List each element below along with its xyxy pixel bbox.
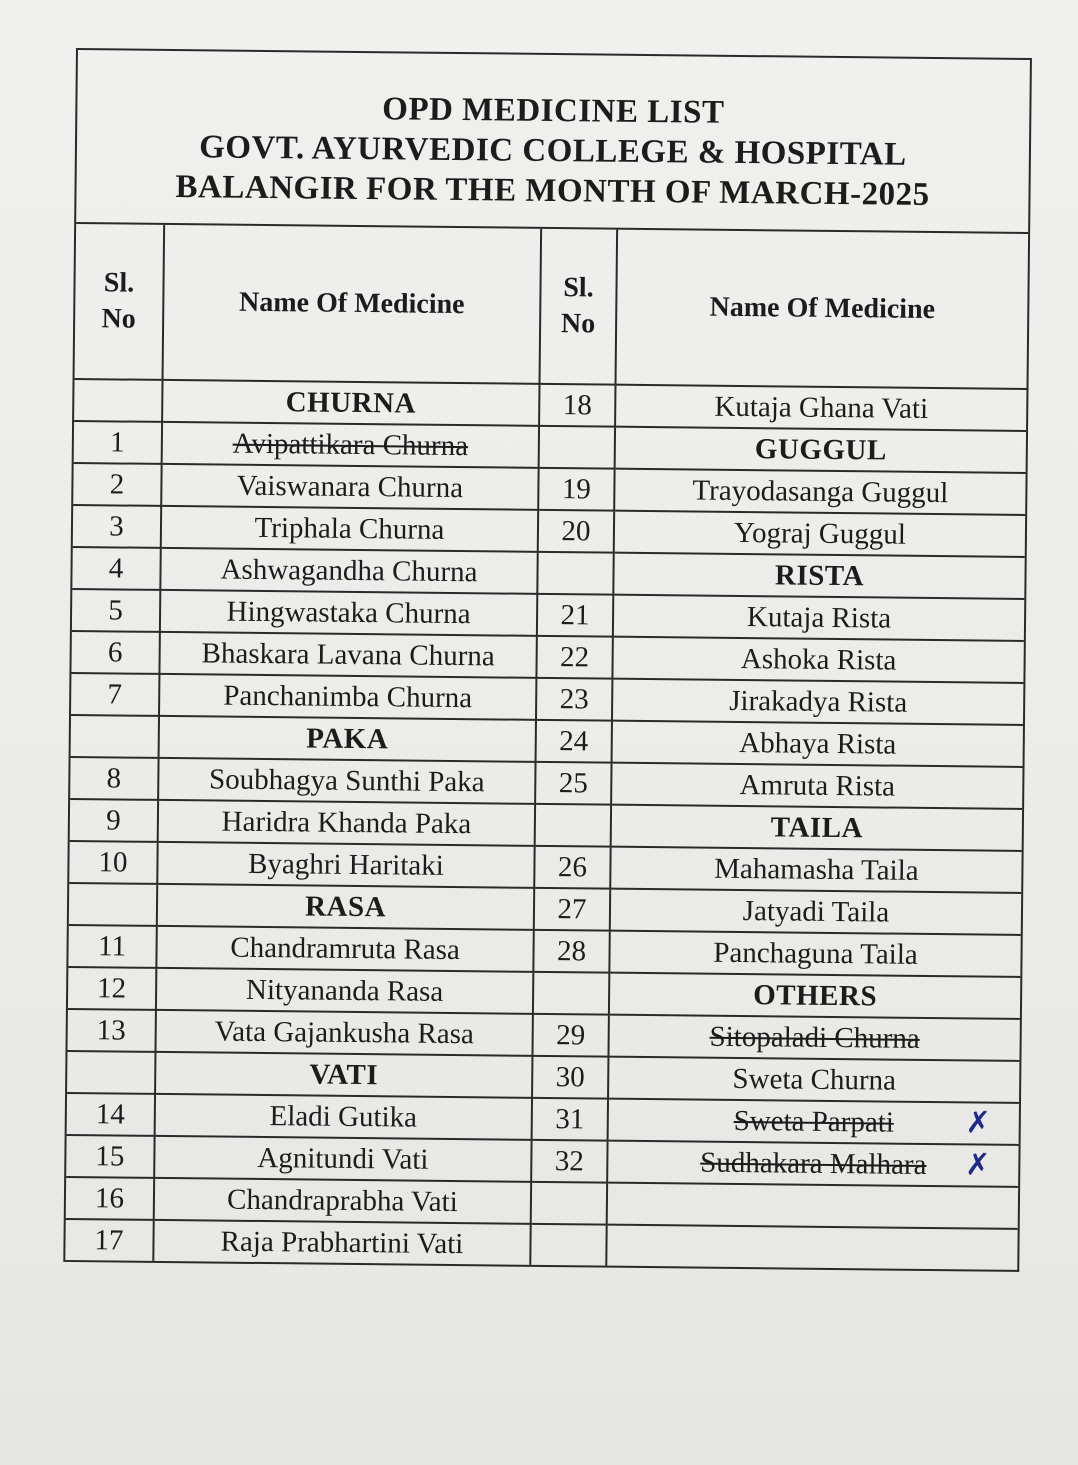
cell-text: GUGGUL <box>754 432 887 467</box>
right-sl-no <box>534 846 610 889</box>
section-heading <box>159 716 536 762</box>
left-medicine-name <box>161 464 538 510</box>
right-sl-no <box>532 1014 608 1057</box>
cell-text: 22 <box>559 640 590 673</box>
right-sl-no <box>531 1140 607 1183</box>
left-medicine-name <box>154 1136 531 1182</box>
left-medicine-name <box>159 674 536 720</box>
cell-text: Bhaskara Lavana Churna <box>201 636 495 672</box>
cell-text: Jatyadi Taila <box>742 894 890 929</box>
section-heading <box>615 427 1026 473</box>
cell-text: Raja Prabhartini Vati <box>220 1225 464 1260</box>
header-institution: GOVT. AYURVEDIC COLLEGE & HOSPITAL <box>199 129 907 173</box>
cell-text: Mahamasha Taila <box>714 852 919 887</box>
struck-medicine-text: Sitopaladi Churna <box>709 1020 920 1055</box>
cell-text: RASA <box>304 889 387 923</box>
cell-text: 29 <box>556 1018 586 1051</box>
right-medicine-name <box>606 1225 1017 1270</box>
left-sl-no <box>74 421 162 464</box>
cell-text: OTHERS <box>753 978 878 1012</box>
document-header <box>76 50 1030 234</box>
cell-text: 7 <box>107 677 123 711</box>
section-heading <box>609 973 1020 1019</box>
right-sl-no <box>533 930 609 973</box>
cell-text: 2 <box>109 467 125 501</box>
left-medicine-name <box>156 968 533 1014</box>
cell-text: 25 <box>558 766 588 799</box>
left-medicine-name <box>161 506 538 552</box>
cell-text: TAILA <box>770 810 864 844</box>
column-header-name-left: Name Of Medicine <box>163 225 542 384</box>
cell-text: Byaghri Haritaki <box>247 847 444 882</box>
left-medicine-name <box>156 926 533 972</box>
left-medicine-name <box>159 632 536 678</box>
left-sl-no <box>69 841 157 884</box>
right-medicine-name <box>608 1057 1019 1103</box>
cell-text: Vaiswanara Churna <box>236 469 464 504</box>
cell-text: Agnitundi Vati <box>257 1141 429 1176</box>
left-medicine-name <box>160 548 537 594</box>
left-medicine-name <box>157 842 534 888</box>
cell-text: 16 <box>94 1181 125 1215</box>
right-sl-no <box>530 1224 606 1266</box>
cell-text: 8 <box>106 761 122 795</box>
left-sl-no <box>73 463 161 506</box>
right-medicine-name <box>610 889 1021 935</box>
cell-text: 1 <box>109 425 125 459</box>
section-heading <box>155 1052 532 1098</box>
cell-text: 21 <box>560 598 590 631</box>
left-sl-no <box>65 1219 153 1261</box>
left-medicine-name <box>158 800 535 846</box>
left-medicine-name <box>153 1220 530 1265</box>
medicine-table <box>65 224 1028 1270</box>
right-sl-no <box>533 972 609 1015</box>
cell-text: Kutaja Rista <box>746 600 892 635</box>
cell-text: Trayodasanga Guggul <box>692 473 949 509</box>
left-sl-no <box>71 631 159 674</box>
right-medicine-name <box>615 385 1026 431</box>
left-medicine-name <box>160 590 537 636</box>
right-sl-no <box>537 594 613 637</box>
left-medicine-name <box>155 1094 532 1140</box>
cell-text: Soubhagya Sunthi Paka <box>208 762 485 798</box>
column-header-name-right: Name Of Medicine <box>616 230 1029 389</box>
right-sl-no <box>534 888 610 931</box>
right-sl-no <box>532 1056 608 1099</box>
section-heading <box>162 380 539 426</box>
right-sl-no <box>532 1098 608 1141</box>
left-sl-no <box>68 967 156 1010</box>
struck-medicine-text: Avipattikara Churna <box>232 427 469 462</box>
struck-medicine-text: Sweta Parpati <box>733 1104 895 1139</box>
right-medicine-name <box>613 595 1024 641</box>
right-sl-no <box>531 1182 607 1225</box>
cell-text: 13 <box>96 1013 126 1047</box>
cell-text: VATI <box>309 1058 379 1091</box>
cell-text: CHURNA <box>285 385 417 420</box>
right-medicine-name <box>608 1099 1019 1145</box>
cell-text: Triphala Churna <box>254 511 445 546</box>
table-header-row <box>75 224 1029 389</box>
cell-text: 17 <box>94 1223 124 1257</box>
cell-text: Panchaguna Taila <box>713 936 918 971</box>
right-sl-no <box>536 678 612 721</box>
cell-text: Eladi Gutika <box>269 1099 418 1134</box>
cell-text: 14 <box>95 1097 126 1131</box>
cell-text: 3 <box>109 509 124 543</box>
cell-text: 12 <box>96 971 127 1005</box>
right-medicine-name <box>609 931 1020 977</box>
cell-text: 18 <box>562 388 592 421</box>
cell-text: 27 <box>557 892 587 925</box>
cell-text: 30 <box>555 1060 585 1093</box>
right-sl-no <box>538 510 614 553</box>
left-sl-no <box>71 673 159 716</box>
section-heading <box>611 805 1022 851</box>
right-medicine-name <box>607 1183 1018 1229</box>
right-sl-no <box>536 720 612 763</box>
cell-text: 20 <box>561 514 591 547</box>
cell-text: 11 <box>97 929 127 963</box>
table-body <box>65 379 1026 1270</box>
cell-text: 28 <box>556 934 587 967</box>
cell-text: 6 <box>107 635 123 669</box>
handwritten-cross-icon: ✗ <box>965 1147 991 1183</box>
cell-text: Amruta Rista <box>739 768 896 803</box>
section-heading <box>613 553 1024 599</box>
header-period: BALANGIR FOR THE MONTH OF MARCH-2025 <box>175 169 930 213</box>
right-medicine-name <box>612 679 1023 725</box>
left-sl-no <box>67 1009 155 1052</box>
cell-text: Chandramruta Rasa <box>230 931 460 966</box>
right-medicine-name <box>607 1141 1018 1187</box>
right-sl-no <box>536 636 612 679</box>
right-sl-no <box>535 762 611 805</box>
left-sl-no <box>70 799 158 842</box>
cell-text: 23 <box>559 682 589 715</box>
left-medicine-name <box>154 1178 531 1224</box>
left-medicine-name <box>155 1010 532 1056</box>
right-sl-no <box>539 426 615 469</box>
struck-medicine-text: Sudhakara Malhara <box>700 1146 927 1181</box>
cell-text: 19 <box>561 472 592 505</box>
right-medicine-name <box>612 721 1023 767</box>
right-medicine-name <box>610 847 1021 893</box>
cell-text: Vata Gajankusha Rasa <box>214 1015 475 1050</box>
cell-text: 26 <box>557 850 588 883</box>
cell-text: Haridra Khanda Paka <box>221 805 472 840</box>
left-sl-no <box>67 1051 155 1094</box>
cell-text: Sweta Churna <box>732 1062 897 1097</box>
cell-text: 15 <box>95 1139 125 1173</box>
cell-text: Yograj Guggul <box>733 516 907 551</box>
cell-text: Nityananda Rasa <box>245 973 444 1008</box>
cell-text: Abhaya Rista <box>739 726 897 761</box>
cell-text: 31 <box>555 1102 585 1135</box>
header-title: OPD MEDICINE LIST <box>382 91 725 131</box>
left-sl-no <box>66 1135 154 1178</box>
left-sl-no <box>67 1093 155 1136</box>
right-medicine-name <box>608 1015 1019 1061</box>
left-sl-no <box>74 379 162 422</box>
section-heading <box>157 884 534 930</box>
cell-text: PAKA <box>306 721 389 755</box>
right-medicine-name <box>611 763 1022 809</box>
right-medicine-name <box>612 637 1023 683</box>
cell-text: 32 <box>554 1144 585 1177</box>
table-row <box>65 1219 1017 1270</box>
cell-text: RISTA <box>774 558 865 592</box>
left-sl-no <box>73 505 161 548</box>
cell-text: 24 <box>559 724 589 757</box>
cell-text: Kutaja Ghana Vati <box>714 390 929 425</box>
left-sl-no <box>70 757 158 800</box>
cell-text: Ashoka Rista <box>740 642 897 677</box>
left-medicine-name <box>162 422 539 468</box>
cell-text: 10 <box>98 845 128 879</box>
cell-text: Chandraprabha Vati <box>226 1183 458 1218</box>
cell-text: 4 <box>108 551 124 585</box>
cell-text: Ashwagandha Churna <box>220 553 478 588</box>
cell-text: Hingwastaka Churna <box>226 595 471 630</box>
medicine-list-document <box>63 48 1032 1272</box>
right-sl-no <box>539 384 615 427</box>
column-header-sl-no-left: Sl. No <box>75 224 165 380</box>
right-medicine-name <box>614 469 1025 515</box>
right-sl-no <box>537 552 613 595</box>
column-header-sl-no-right: Sl. No <box>540 229 618 385</box>
cell-text: Panchanimba Churna <box>223 679 473 714</box>
handwritten-cross-icon: ✗ <box>965 1105 991 1141</box>
left-sl-no <box>69 883 157 926</box>
right-medicine-name <box>614 511 1025 557</box>
cell-text: 5 <box>108 593 124 627</box>
left-sl-no <box>66 1177 154 1220</box>
left-sl-no <box>72 589 160 632</box>
right-sl-no <box>538 468 614 511</box>
left-medicine-name <box>158 758 535 804</box>
left-sl-no <box>71 715 159 758</box>
left-sl-no <box>68 925 156 968</box>
left-sl-no <box>72 547 160 590</box>
cell-text: Jirakadya Rista <box>729 684 908 719</box>
cell-text: 9 <box>106 803 121 837</box>
right-sl-no <box>535 804 611 847</box>
